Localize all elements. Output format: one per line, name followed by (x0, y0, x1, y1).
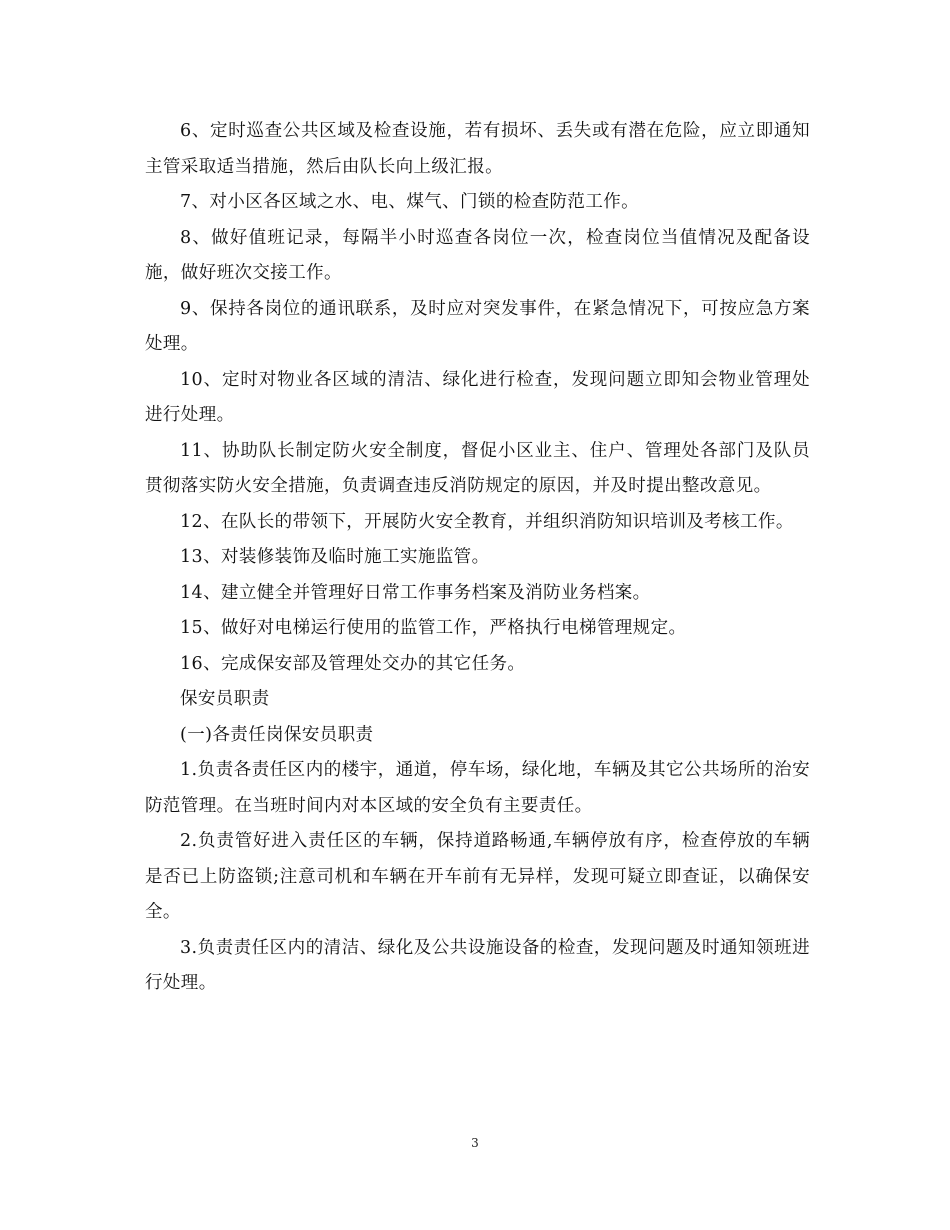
duty-item-1: 1.负责各责任区内的楼宇，通道，停车场，绿化地，车辆及其它公共场所的治安防范管理。在当班时间内对本区域的安全负有主要责任。 (145, 760, 810, 816)
paragraph-item-7: 7、对小区各区域之水、电、煤气、门锁的检查防范工作。 (180, 192, 640, 212)
paragraph-item-8: 8、做好值班记录，每隔半小时巡查各岗位一次，检查岗位当值情况及配备设施，做好班次交接工作。 (145, 227, 810, 283)
page-number: 3 (471, 1136, 479, 1150)
paragraph-item-12: 12、在队长的带领下，开展防火安全教育，并组织消防知识培训及考核工作。 (180, 511, 794, 532)
document-body (145, 114, 810, 1002)
paragraph-item-16: 16、完成保安部及管理处交办的其它任务。 (180, 653, 526, 674)
paragraph-item-9: 9、保持各岗位的通讯联系，及时应对突发事件，在紧急情况下，可按应急方案处理。 (145, 298, 810, 354)
paragraph-item-14: 14、建立健全并管理好日常工作事务档案及消防业务档案。 (180, 582, 651, 603)
paragraph-item-6: 6、定时巡查公共区域及检查设施，若有损坏、丢失或有潜在危险，应立即通知主管采取适当措施，然后由队长向上级汇报。 (145, 121, 810, 177)
duty-item-3: 3.负责责任区内的清洁、绿化及公共设施设备的检查，发现问题及时通知领班进行处理。 (145, 937, 810, 993)
paragraph-item-15: 15、做好对电梯运行使用的监管工作，严格执行电梯管理规定。 (180, 618, 687, 638)
section-heading-guard-duties: 保安员职责 (180, 689, 270, 709)
subsection-heading-post-guard-duties: (一)各责任岗保安员职责 (180, 724, 374, 745)
paragraph-item-13: 13、对装修装饰及临时施工实施监管。 (180, 547, 490, 567)
paragraph-item-11: 11、协助队长制定防火安全制度，督促小区业主、住户、管理处各部门及队员贯彻落实防火安全措施，负责调查违反消防规定的原因，并及时提出整改意见。 (145, 440, 810, 496)
duty-item-2: 2.负责管好进入责任区的车辆，保持道路畅通,车辆停放有序，检查停放的车辆是否已上防盗锁;注意司机和车辆在开车前有无异样，发现可疑立即查证，以确保安全。 (145, 831, 810, 922)
paragraph-item-10: 10、定时对物业各区域的清洁、绿化进行检查，发现问题立即知会物业管理处进行处理。 (145, 369, 810, 425)
